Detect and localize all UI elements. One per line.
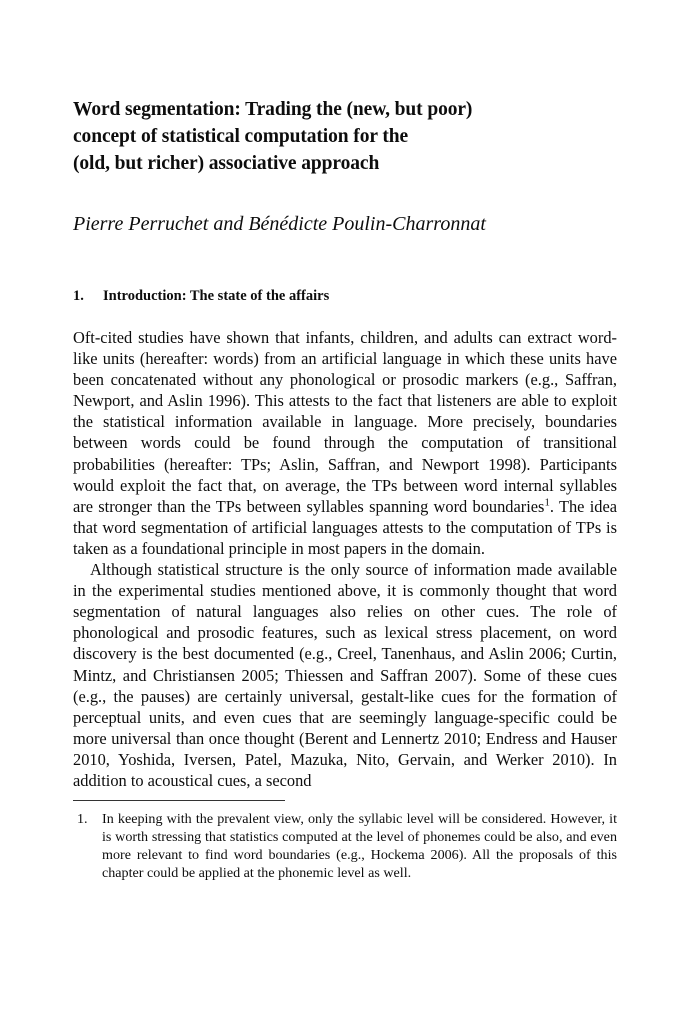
body-text (73, 327, 617, 791)
footnote-text: In keeping with the prevalent view, only the syllabic level will be considered. However, it is worth stressing that statistics computed at the level of phonemes could be also, and even more relevant to find word boundaries (e.g., Hockema 2006). All the proposals of this chapter could be applied at the phonemic level as well. (102, 811, 617, 882)
paragraph-2: Although statistical structure is the only source of information made available in the experimental studies mentioned above, it is commonly thought that word segmentation of natural languages also relies on other cues. The role of phonological and prosodic features, such as lexical stress placement, on word discovery is the best documented (e.g., Creel, Tanenhaus, and Aslin 2006; Curtin, Mintz, and Christiansen 2005; Thiessen and Saffran 2007). Some of these cues (e.g., the pauses) are certainly universal, gestalt-like cues for the formation of perceptual units, and even cues that are seemingly language-specific could be more universal than once thought (Berent and Lennertz 2010; Endress and Hauser 2010, Yoshida, Iversen, Patel, Mazuka, Nito, Gervain, and Werker 2010). In addition to acoustical cues, a second (73, 560, 617, 790)
section-heading (73, 286, 617, 306)
section-title: Introduction: The state of the affairs (103, 288, 330, 304)
footnote-area (73, 800, 617, 882)
footnote-separator-rule (73, 800, 285, 801)
section-number: 1. (73, 288, 84, 304)
paragraph-1-text-part-1: Oft-cited studies have shown that infants, children, and adults can extract word-like units (hereafter: words) from an artificial language in which these units have been concatenated without any phonological or prosodic markers (e.g., Saffran, Newport, and Aslin 1996). This attests to the fact that listeners are able to exploit the statistical information available in language. More precisely, boundaries between words could be found through the computation of transitional probabilities (hereafter: TPs; Aslin, Saffran, and Newport 1998). Participants would exploit the fact that, on average, the TPs between word internal syllables are stronger than the TPs between syllables spanning word boundaries (73, 328, 617, 516)
author-byline: Pierre Perruchet and Bénédicte Poulin-Charronnat (73, 213, 486, 235)
paragraph-1-text-part-2: . The idea that word segmentation of artificial languages attests to the computation of TPs is taken as a foundational principle in most papers in the domain. (73, 496, 618, 558)
page-title-line-3: (old, but richer) associative approach (73, 153, 380, 174)
footnote-reference-1[interactable]: 1 (544, 496, 550, 509)
page-title-line-1: Word segmentation: Trading the (new, but poor) (73, 99, 473, 120)
page-title (73, 96, 617, 177)
paragraph-1 (73, 327, 617, 559)
footnote-item (73, 810, 617, 882)
page-title-line-2: concept of statistical computation for the (73, 126, 409, 147)
footnote-number: 1. (77, 811, 88, 827)
